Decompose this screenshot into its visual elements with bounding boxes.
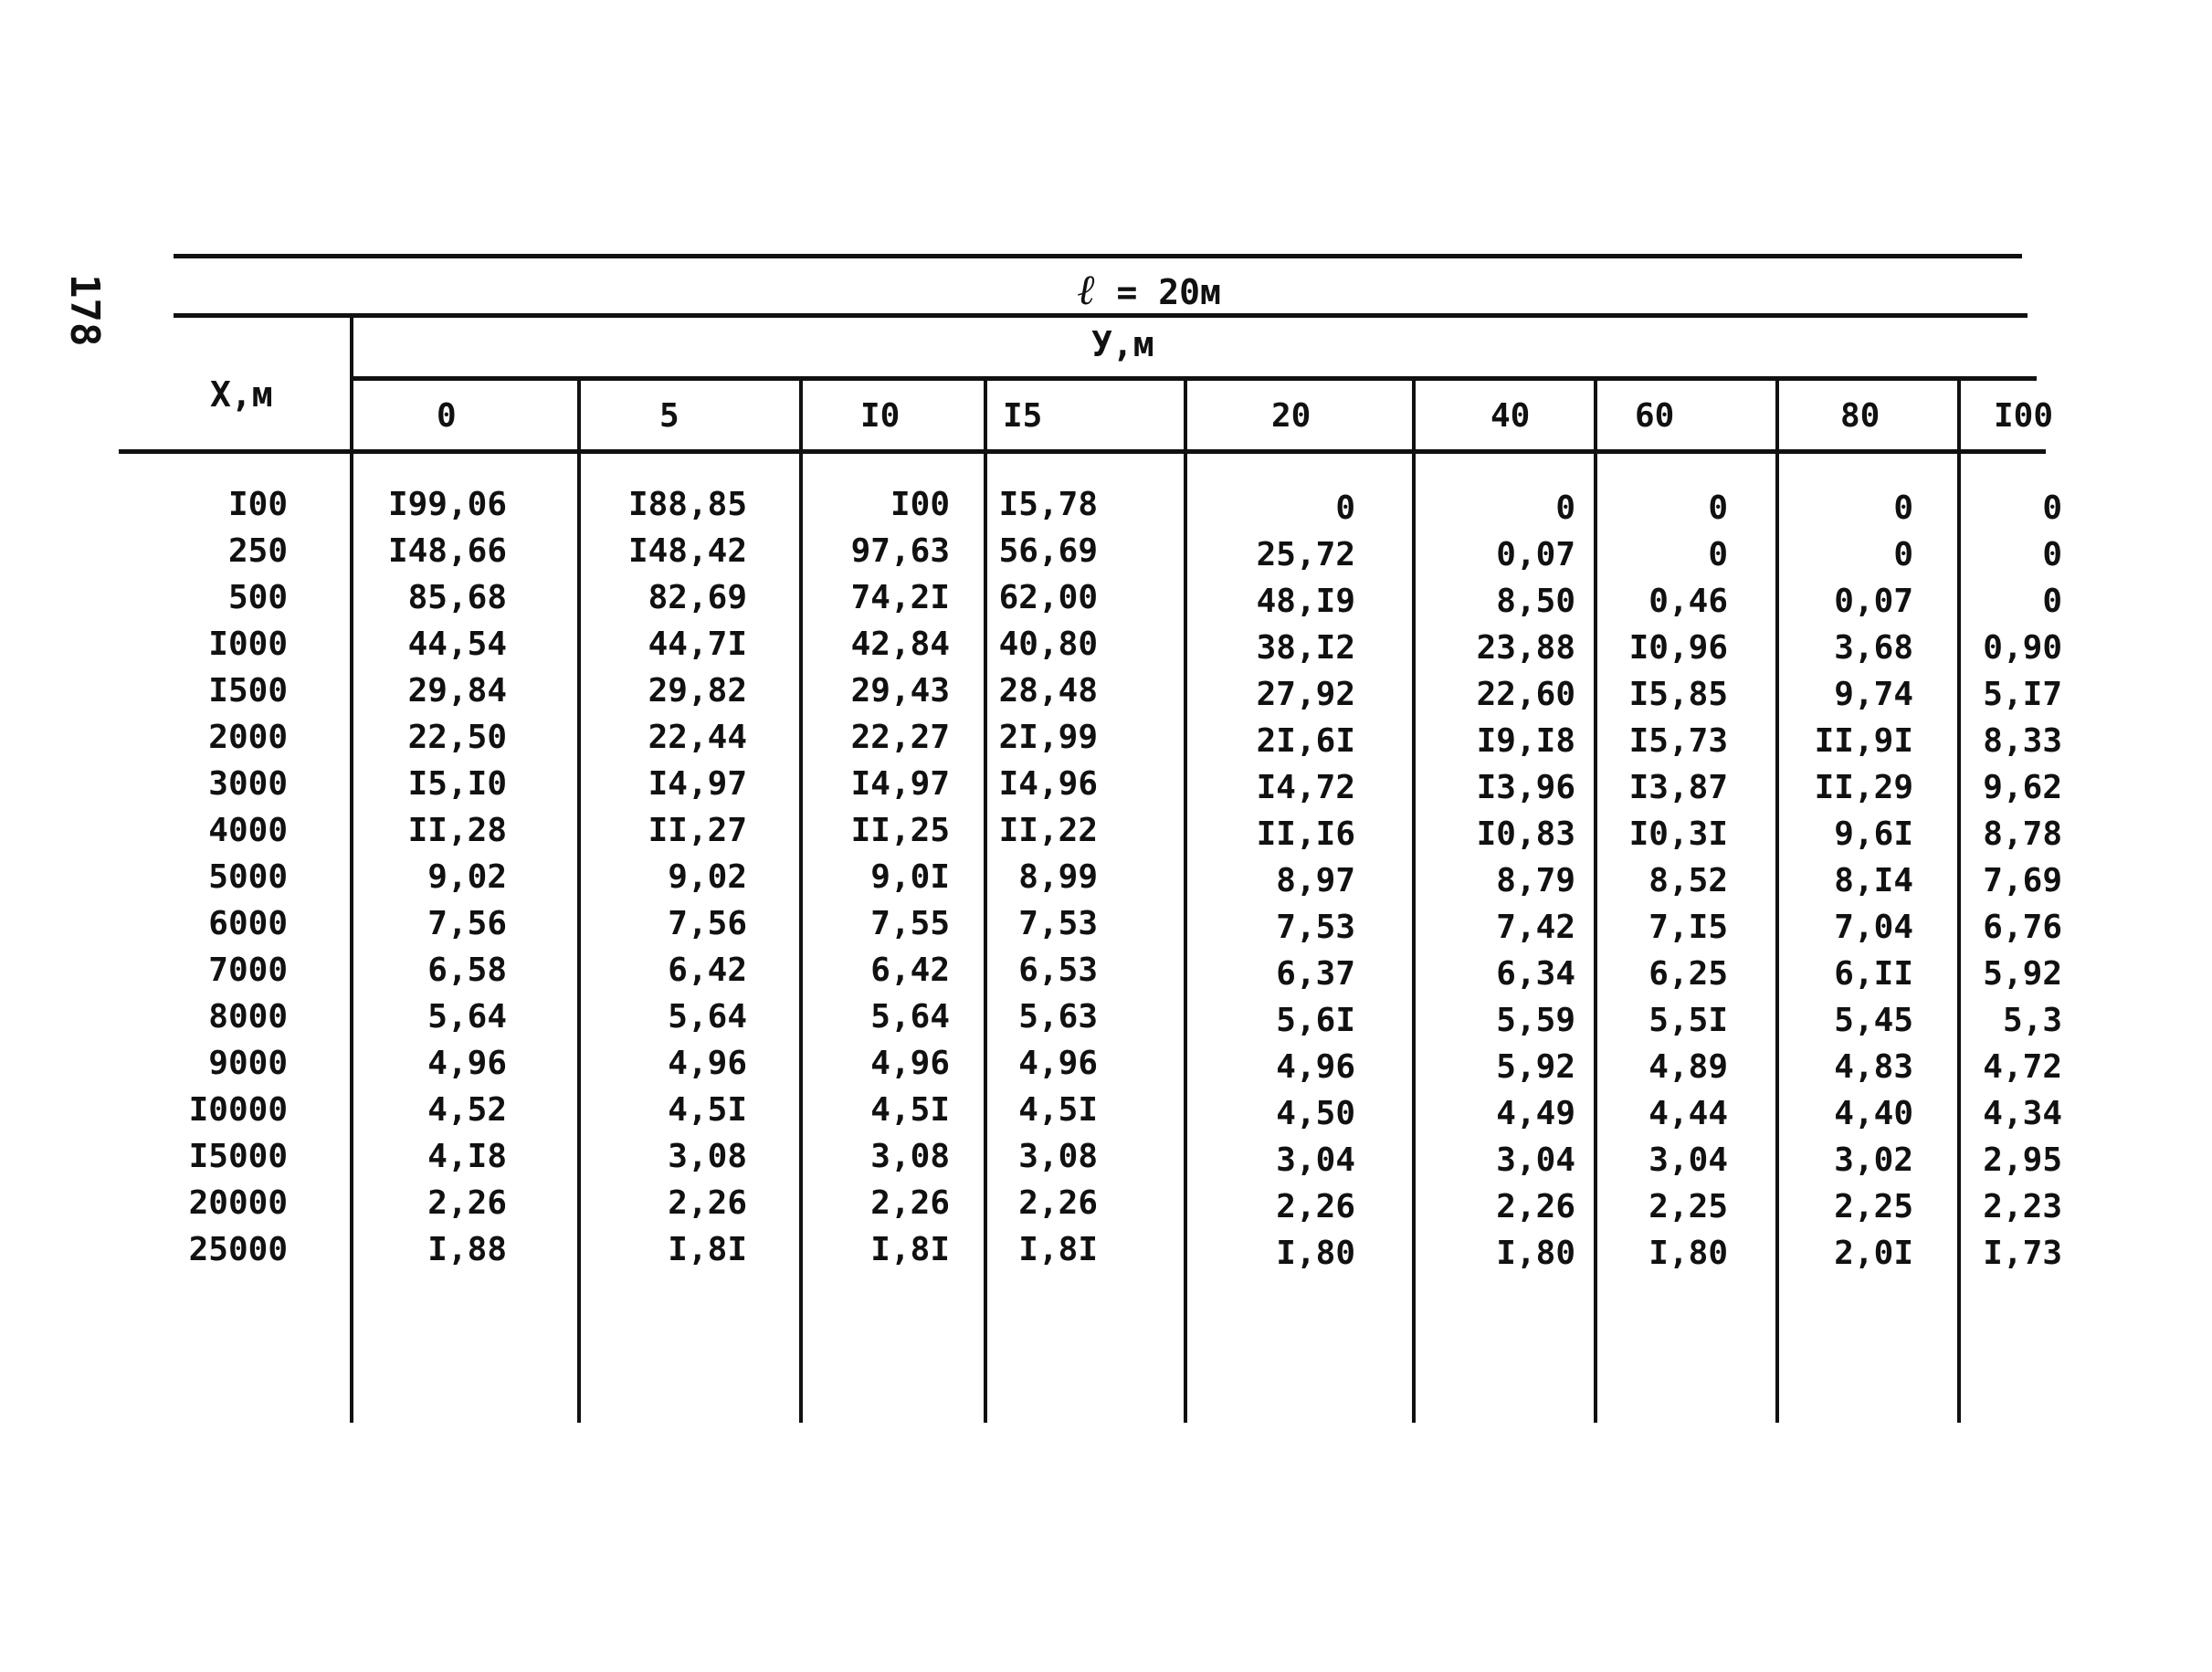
table-cell: 4,72 [1983,1048,2062,1086]
page-number: 178 [61,274,108,347]
row-x-value: 7000 [208,952,288,989]
table-cell: 0 [1555,489,1575,527]
table-cell: 4,5I [1018,1091,1098,1129]
table-cell: 29,84 [407,672,507,710]
table-cell: I,73 [1983,1235,2062,1272]
row-x-value: 9000 [208,1045,288,1082]
table-cell: I5,I0 [407,765,507,803]
table-cell: 3,04 [1496,1141,1575,1179]
table-cell: I,8I [1018,1231,1098,1268]
table-cell: 0 [1893,489,1913,527]
row-x-value: 2000 [208,719,288,756]
table-cell: 22,27 [850,719,950,756]
row-x-value: I00 [227,486,288,523]
row-x-value: 6000 [208,905,288,942]
table-cell: 0,07 [1496,536,1575,573]
table-cell: I5,73 [1628,722,1728,760]
table-cell: 8,99 [1018,858,1098,896]
table-cell: 4,89 [1648,1048,1728,1086]
table-cell: 3,08 [870,1138,950,1175]
table-cell: 22,50 [407,719,507,756]
table-cell: 0,46 [1648,583,1728,620]
table-cell: I4,72 [1256,769,1355,806]
length-value: = 20м [1095,272,1221,312]
table-cell: 4,44 [1648,1095,1728,1132]
table-cell: 6,II [1834,955,1913,993]
table-cell: I99,06 [387,486,507,523]
table-cell: 9,02 [427,858,507,896]
column-header: I0 [860,397,901,435]
table-cell: 4,49 [1496,1095,1575,1132]
table-cell: 6,42 [870,952,950,989]
row-x-value: 25000 [188,1231,288,1268]
table-cell: 22,60 [1476,676,1575,713]
table-cell: 5,3 [2002,1002,2062,1039]
table-cell: 3,04 [1648,1141,1728,1179]
table-cell: I9,I8 [1476,722,1575,760]
table-cell: 8,33 [1983,722,2062,760]
table-cell: 0 [2042,583,2062,620]
table-cell: I,80 [1496,1235,1575,1272]
row-x-value: 500 [227,579,288,616]
table-cell: 97,63 [850,532,950,570]
table-cell: 4,52 [427,1091,507,1129]
table-cell: I,88 [427,1231,507,1268]
table-cell: I88,85 [627,486,747,523]
table-cell: 8,I4 [1834,862,1913,899]
table-cell: 0 [1893,536,1913,573]
length-symbol: ℓ [1078,265,1096,314]
table-cell: 2,0I [1834,1235,1913,1272]
row-x-value: 3000 [208,765,288,803]
table-cell: 29,82 [648,672,747,710]
table-cell: I,8I [668,1231,747,1268]
y-header-rule [350,376,2037,381]
column-header: 20 [1271,397,1311,435]
table-cell: I3,96 [1476,769,1575,806]
table-cell: II,22 [998,812,1098,849]
table-cell: 0 [1708,489,1728,527]
table-cell: 2,25 [1648,1188,1728,1225]
column-header: 60 [1635,397,1675,435]
row-x-value: 8000 [208,998,288,1036]
row-x-value: I5000 [188,1138,288,1175]
table-cell: 0,90 [1983,629,2062,667]
table-cell: I4,97 [648,765,747,803]
table-cell: 5,I7 [1983,676,2062,713]
table-cell: 8,79 [1496,862,1575,899]
row-x-value: 4000 [208,812,288,849]
table-cell: I4,96 [998,765,1098,803]
top-rule [174,254,2022,258]
table-cell: I,80 [1648,1235,1728,1272]
table-cell: I0,3I [1628,815,1728,853]
table-cell: I5,78 [998,486,1098,523]
table-cell: 2,23 [1983,1188,2062,1225]
table-cell: 9,6I [1834,815,1913,853]
y-axis-header: У,м [1091,324,1154,364]
table-cell: II,28 [407,812,507,849]
row-x-value: I500 [208,672,288,710]
table-cell: I0,83 [1476,815,1575,853]
table-cell: 6,34 [1496,955,1575,993]
table-cell: 5,64 [870,998,950,1036]
table-cell: 7,53 [1276,909,1355,946]
table-cell: I48,42 [627,532,747,570]
table-cell: 3,04 [1276,1141,1355,1179]
column-header: 0 [437,397,457,435]
column-header: I5 [1003,397,1043,435]
table-cell: 4,96 [668,1045,747,1082]
column-header: 40 [1490,397,1531,435]
table-cell: 8,97 [1276,862,1355,899]
table-cell: 5,45 [1834,1002,1913,1039]
table-cell: 0 [1335,489,1355,527]
row-x-value: 20000 [188,1184,288,1222]
table-cell: 5,64 [668,998,747,1036]
table-cell: 5,64 [427,998,507,1036]
table-cell: 7,56 [668,905,747,942]
table-cell: 85,68 [407,579,507,616]
row-x-value: 5000 [208,858,288,896]
table-cell: 23,88 [1476,629,1575,667]
table-cell: 4,96 [870,1045,950,1082]
table-cell: 4,96 [427,1045,507,1082]
table-cell: 2,26 [668,1184,747,1222]
table-cell: 0 [1708,536,1728,573]
table-cell: 9,0I [870,858,950,896]
table-cell: 27,92 [1256,676,1355,713]
table-cell: 2,26 [1018,1184,1098,1222]
table-cell: 2,26 [1496,1188,1575,1225]
table-cell: 29,43 [850,672,950,710]
table-cell: 8,50 [1496,583,1575,620]
table-cell: 25,72 [1256,536,1355,573]
table-cell: 2,26 [870,1184,950,1222]
table-cell: 44,7I [648,626,747,663]
table-title [1078,265,1221,314]
table-cell: 62,00 [998,579,1098,616]
table-cell: 9,62 [1983,769,2062,806]
table-cell: II,27 [648,812,747,849]
table-cell: 2,26 [1276,1188,1355,1225]
table-cell: I48,66 [387,532,507,570]
table-cell: 5,92 [1983,955,2062,993]
table-cell: 82,69 [648,579,747,616]
table-cell: 4,40 [1834,1095,1913,1132]
table-cell: 7,55 [870,905,950,942]
table-cell: 6,37 [1276,955,1355,993]
table-cell: 6,76 [1983,909,2062,946]
table-cell: 5,6I [1276,1002,1355,1039]
table-cell: 0,07 [1834,583,1913,620]
table-cell: II,9I [1814,722,1913,760]
row-x-value: I000 [208,626,288,663]
table-cell: 9,74 [1834,676,1913,713]
row-x-value: 250 [227,532,288,570]
table-cell: II,29 [1814,769,1913,806]
table-cell: 3,08 [668,1138,747,1175]
table-cell: 7,56 [427,905,507,942]
table-cell: 3,02 [1834,1141,1913,1179]
table-cell: 0 [2042,489,2062,527]
table-cell: 4,I8 [427,1138,507,1175]
table-cell: 40,80 [998,626,1098,663]
table-cell: I0,96 [1628,629,1728,667]
table-cell: 4,83 [1834,1048,1913,1086]
table-cell: 44,54 [407,626,507,663]
table-cell: I00 [890,486,950,523]
table-cell: 2I,6I [1256,722,1355,760]
table-cell: 6,25 [1648,955,1728,993]
table-cell: I4,97 [850,765,950,803]
table-cell: 48,I9 [1256,583,1355,620]
table-cell: 5,5I [1648,1002,1728,1039]
table-cell: 7,53 [1018,905,1098,942]
table-cell: 6,53 [1018,952,1098,989]
table-cell: 3,68 [1834,629,1913,667]
table-cell: 6,42 [668,952,747,989]
header-bottom-rule [119,449,2046,454]
table-cell: 7,I5 [1648,909,1728,946]
table-cell: 7,42 [1496,909,1575,946]
table-cell: 2,95 [1983,1141,2062,1179]
table-cell: 2I,99 [998,719,1098,756]
table-cell: II,25 [850,812,950,849]
table-cell: 2,25 [1834,1188,1913,1225]
row-x-value: I0000 [188,1091,288,1129]
table-cell: 28,48 [998,672,1098,710]
table-cell: 4,96 [1276,1048,1355,1086]
table-cell: 3,08 [1018,1138,1098,1175]
table-cell: 7,04 [1834,909,1913,946]
table-cell: 4,96 [1018,1045,1098,1082]
column-header: I00 [1994,397,2054,435]
table-cell: 6,58 [427,952,507,989]
table-cell: 4,5I [870,1091,950,1129]
column-header: 80 [1840,397,1880,435]
table-cell: 22,44 [648,719,747,756]
table-cell: 4,50 [1276,1095,1355,1132]
table-cell: I5,85 [1628,676,1728,713]
table-cell: 2,26 [427,1184,507,1222]
table-cell: 8,78 [1983,815,2062,853]
table-cell: 56,69 [998,532,1098,570]
table-cell: 8,52 [1648,862,1728,899]
column-header: 5 [659,397,679,435]
table-cell: 38,I2 [1256,629,1355,667]
table-cell: I,80 [1276,1235,1355,1272]
table-cell: I3,87 [1628,769,1728,806]
table-cell: I,8I [870,1231,950,1268]
table-cell: II,I6 [1256,815,1355,853]
table-cell: 5,63 [1018,998,1098,1036]
table-cell: 5,92 [1496,1048,1575,1086]
table-cell: 4,34 [1983,1095,2062,1132]
table-cell: 9,02 [668,858,747,896]
table-cell: 5,59 [1496,1002,1575,1039]
table-cell: 42,84 [850,626,950,663]
table-cell: 74,2I [850,579,950,616]
x-axis-header: Х,м [210,374,273,415]
table-cell: 4,5I [668,1091,747,1129]
table-cell: 0 [2042,536,2062,573]
table-cell: 7,69 [1983,862,2062,899]
